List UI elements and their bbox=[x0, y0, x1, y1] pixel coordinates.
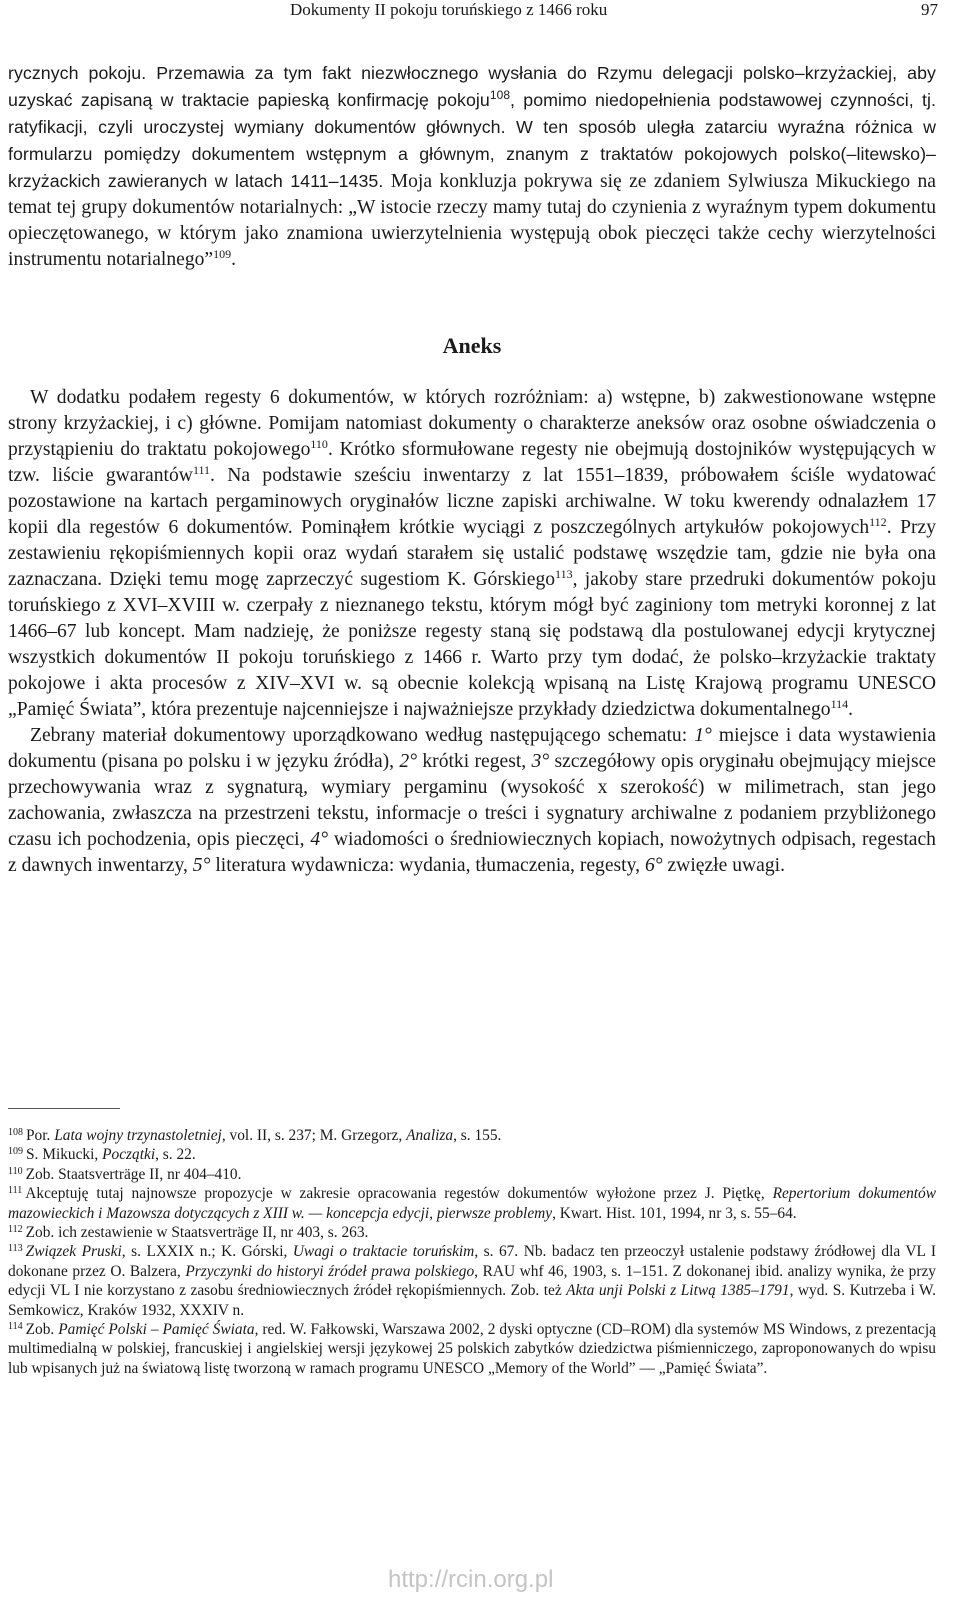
source-watermark: http://rcin.org.pl bbox=[388, 1566, 554, 1593]
footnote-ref-111[interactable]: 111 bbox=[192, 463, 211, 477]
text-run: , Kwart. Hist. 101, 1994, nr 3, s. 55–64. bbox=[552, 1204, 797, 1222]
footnote-ref-110[interactable]: 110 bbox=[310, 437, 328, 451]
text-run: wiadomości o średniowiecznych kopiach, nowożytnych odpisach, regestach z dawnych inwentarzy, bbox=[8, 829, 936, 876]
text-run: , RAU whf 46, 1903, s. 1–151. Z dokonanej ibid. analizy wynika, że przy edycji VL I nie korzystano z zasobu średniowiecznych źródeł rękopiśmiennych. Zob. też bbox=[8, 1262, 936, 1300]
page-header bbox=[0, 0, 960, 28]
footnote-108 bbox=[8, 1126, 936, 1145]
footnote-ref-114[interactable]: 114 bbox=[830, 697, 849, 711]
section-title: Aneks bbox=[442, 333, 502, 358]
text-run: , jakoby stare przedruki dokumentów pokoju toruńskiego z XVI–XVIII w. czerpały z nieznanego tekstu, którym mógł być zaginiony tom metryki koronnej z lat 1466–67 lub koncept. Mam nadzieję, że poniższe regesty staną się podstawą dla postulowanej edycji krytycznej wszystkich dokumentów II pokoju toruńskiego z 1466 r. Warto przy tym dodać, że polsko–krzyżackie traktaty pokojowe i akta procesów z XIV–XVI w. są obecnie kolekcją wpisaną na Listę Krajową programu UNESCO „Pamięć Świata”, która prezentuje najcenniejsze i najważniejsze przykłady dziedzictwa dokumentalnego bbox=[8, 569, 936, 720]
page-number: 97 bbox=[921, 0, 938, 19]
footnote-113 bbox=[8, 1242, 936, 1320]
schema-number: 2° bbox=[399, 751, 418, 772]
text-run: W dodatku podałem regesty 6 dokumentów, w których rozróżniam: a) wstępne, b) zakwestionowane wstępne strony krzyżackiej, i c) główne. Pomijam natomiast dokumenty o charakterze aneksów oraz osobne oświadczenia o przystąpieniu do traktatu pokojowego bbox=[8, 387, 936, 460]
footnote-ref-113[interactable]: 113 bbox=[555, 567, 573, 581]
text-run: krótki regest, bbox=[417, 751, 532, 772]
schema-number: 4° bbox=[310, 829, 329, 850]
text-run: , red. W. Fałkowski, Warszawa 2002, 2 dyski optyczne (CD–ROM) dla systemów MS Windows, z prezentacją multimedialną w polskiej, francuskiej i angielskiej wersji językowej 25 polskich zabytków dziedzictwa piśmienniczego, zaproponowanych do wpisu lub wpisanych już na światową listę tworzoną w ramach programu UNESCO „Memory of the World” — „Pamięć Świata”. bbox=[8, 1321, 936, 1377]
text-run: literatura wydawnicza: wydania, tłumaczenia, regesty, bbox=[210, 855, 645, 876]
text-run: miejsce i data wystawienia dokumentu (pisana po polsku i w języku źródła), bbox=[8, 725, 936, 772]
paragraph-1 bbox=[8, 60, 936, 273]
italic-title: Lata wojny trzynastoletniej bbox=[54, 1127, 222, 1144]
paragraph-3 bbox=[8, 723, 936, 879]
text-run: Zebrany materiał dokumentowy uporządkowano według następującego schematu: bbox=[30, 725, 695, 746]
italic-title: Związek Pruski bbox=[25, 1243, 122, 1261]
text-run: . Na podstawie sześciu inwentarzy z lat 1551–1839, próbowałem ściśle wydatować pozostawione na kartach pergaminowych oryginałów liczne zapiski archiwalne. W toku kwerendy odnalazłem 17 kopii dla regestów 6 dokumentów. Pominąłem krótkie wyciągi z poszczególnych artykułów pokojowych bbox=[8, 465, 936, 538]
footnote-109 bbox=[8, 1145, 936, 1164]
schema-number: 3° bbox=[531, 751, 550, 772]
footnote-number: 112 bbox=[8, 1224, 23, 1236]
footnote-number: 109 bbox=[8, 1146, 23, 1158]
text-run: Akceptuję tutaj najnowsze propozycje w zakresie opracowania regestów dokumentów wyłożone przez J. Piętkę, bbox=[25, 1185, 773, 1203]
text-run: . bbox=[231, 249, 237, 270]
footnote-ref-109[interactable]: 109 bbox=[213, 247, 232, 261]
footnote-ref-112[interactable]: 112 bbox=[869, 515, 887, 529]
text-run: . bbox=[848, 699, 854, 720]
text-run: Zob. ich zestawienie w Staatsverträge II, nr 403, s. 263. bbox=[25, 1224, 369, 1242]
text-run: , s. 67. Nb. badacz ten przeoczył ustalenie podstawy źródłowej dla VL I dokonane przez O. Balzera, bbox=[8, 1243, 936, 1280]
footnote-114 bbox=[8, 1320, 936, 1378]
text-run: Moja konkluzja pokrywa się ze zdaniem Sylwiusza Mikuckiego na temat tej grupy dokumentów notarialnych: „W istocie rzeczy mamy tutaj do czynienia z wyraźnym typem dokumentu opieczętowanego, w którym jako znamiona uwierzytelnienia występują obok pieczęci także cechy wierzytelności instrumentu notarialnego” bbox=[8, 171, 936, 270]
text-run: Zob. Staatsverträge II, nr 404–410. bbox=[25, 1165, 242, 1183]
text-run: Por. bbox=[26, 1127, 55, 1144]
italic-title: Początki bbox=[102, 1146, 156, 1164]
schema-number: 1° bbox=[694, 725, 712, 746]
footnote-number: 113 bbox=[8, 1243, 23, 1255]
text-run: zwięzłe uwagi. bbox=[662, 855, 785, 876]
text-run: , wyd. S. Kutrzeba i W. Semkowicz, Kraków 1932, XXXIV n. bbox=[8, 1282, 936, 1319]
running-title: Dokumenty II pokoju toruńskiego z 1466 roku bbox=[290, 0, 608, 19]
footnote-ref-108[interactable]: 108 bbox=[489, 88, 511, 102]
italic-title: Akta unji Polski z Litwą 1385–1791 bbox=[566, 1282, 790, 1300]
footnote-number: 110 bbox=[8, 1165, 23, 1177]
italic-title: Repertorium dokumentów mazowieckich i Mazowsza dotyczących z XIII w. — koncepcja edycji, pierwsze problemy bbox=[8, 1185, 936, 1222]
section-title-wrap bbox=[8, 273, 936, 359]
text-run: Zob. bbox=[25, 1321, 59, 1339]
italic-title: Przyczynki do historyi źródeł prawa polskiego bbox=[185, 1262, 475, 1280]
footnote-110 bbox=[8, 1165, 936, 1184]
footnote-number: 114 bbox=[8, 1321, 23, 1333]
footnote-number: 111 bbox=[8, 1185, 23, 1197]
text-run: , s. 155. bbox=[453, 1127, 502, 1144]
text-run: , vol. II, s. 237; M. Grzegorz, bbox=[221, 1127, 407, 1144]
footnote-number: 108 bbox=[8, 1127, 23, 1138]
schema-number: 5° bbox=[192, 855, 211, 876]
italic-title: Pamięć Polski – Pamięć Świata bbox=[58, 1321, 255, 1339]
text-run: . Przy zestawieniu rękopiśmiennych kopii oraz wydań starałem się ustalić podstawę wszędzie tam, gdzie nie była ona zaznaczana. Dzięki temu mogę zaprzeczyć sugestiom K. Górskiego bbox=[8, 517, 937, 590]
text-run: . Krótko sformułowane regesty nie obejmują dostojników występujących w tzw. liście gwarantów bbox=[8, 439, 937, 486]
footnotes bbox=[8, 1126, 936, 1378]
text-run: szczegółowy opis oryginału obejmujący miejsce przechowywania wraz z sygnaturą, wymiary pergaminu (wysokość x szerokość) w milimetrach, stan jego zachowania, zwłaszcza na przestrzeni tekstu, informacje o treści i sygnatury archiwalne z podaniem przybliżonego czasu ich pochodzenia, opis pieczęci, bbox=[8, 751, 936, 850]
footnote-111 bbox=[8, 1184, 936, 1223]
text-run: , s. 22. bbox=[155, 1146, 196, 1164]
footnote-separator bbox=[8, 1108, 120, 1109]
main-text bbox=[8, 60, 936, 879]
text-run: S. Mikucki, bbox=[26, 1146, 103, 1164]
paragraph-2 bbox=[8, 385, 936, 723]
text-run: , s. LXXIX n.; K. Górski, bbox=[121, 1243, 293, 1261]
schema-number: 6° bbox=[644, 855, 663, 876]
text-run: rycznych pokoju. Przemawia za tym fakt niezwłocznego wysłania do Rzymu delegacji polsko–krzyżackiej, aby uzyskać zapisaną w traktacie papieską konfirmację pokoju bbox=[8, 63, 936, 110]
text-run: , pomimo niedopełnienia podstawowej czynności, tj. ratyfikacji, czyli uroczystej wymiany dokumentów głównych. W ten sposób uległa zatarciu wyraźna różnica w formularzu pomiędzy dokumentem wstępnym a głównym, znanym z traktatów pokojowych polsko(–litewsko)–krzyżackich zawieranych w latach 1411–1435. bbox=[8, 90, 936, 191]
italic-title: Analiza bbox=[406, 1127, 454, 1144]
footnote-112 bbox=[8, 1223, 936, 1242]
italic-title: Uwagi o traktacie toruńskim bbox=[292, 1243, 475, 1261]
